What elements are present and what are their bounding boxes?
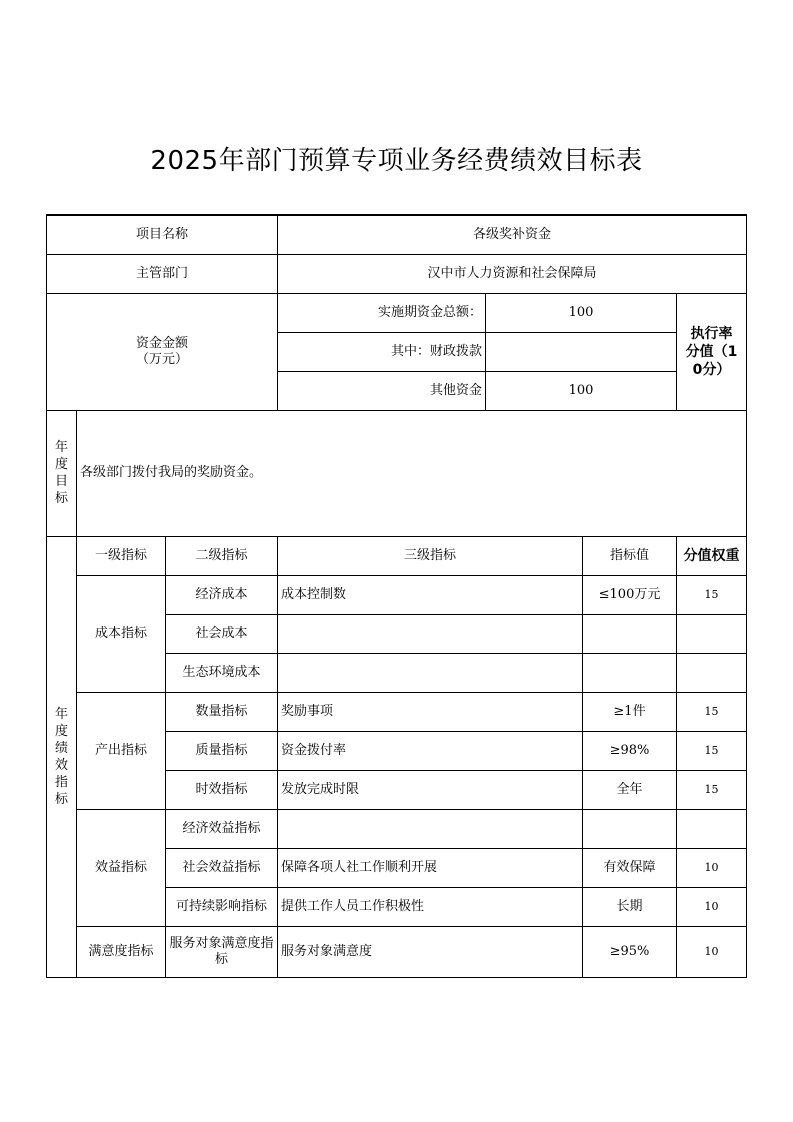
value-cell: ≥98% xyxy=(583,731,677,770)
value-cell xyxy=(583,614,677,653)
value-cell: 长期 xyxy=(583,887,677,926)
level1-benefit: 效益指标 xyxy=(77,809,166,926)
weight-cell: 15 xyxy=(677,575,747,614)
weight-cell: 10 xyxy=(677,887,747,926)
level3-cell xyxy=(278,653,583,692)
value-cell xyxy=(583,809,677,848)
weight-cell: 15 xyxy=(677,692,747,731)
funds-label xyxy=(47,293,278,410)
page-title: 2025年部门预算专项业务经费绩效目标表 xyxy=(150,146,643,176)
total-funds-value: 100 xyxy=(486,293,677,332)
col-header-weight: 分值权重 xyxy=(677,536,747,575)
level3-cell xyxy=(278,614,583,653)
weight-cell: 10 xyxy=(677,926,747,977)
col-header-level3: 三级指标 xyxy=(278,536,583,575)
indicators-side-label xyxy=(47,536,77,977)
value-cell: 全年 xyxy=(583,770,677,809)
level2-cell: 生态环境成本 xyxy=(166,653,278,692)
level3-cell: 资金拨付率 xyxy=(278,731,583,770)
department-label: 主管部门 xyxy=(47,254,278,293)
annual-goal-label xyxy=(47,410,77,536)
funds-label-line1: 资金金额 xyxy=(135,335,188,351)
annual-goal-text: 各级部门拨付我局的奖励资金。 xyxy=(77,410,747,536)
level2-cell: 可持续影响指标 xyxy=(166,887,278,926)
performance-table xyxy=(46,214,747,978)
table-row xyxy=(47,926,747,977)
exec-rate-label xyxy=(677,293,747,410)
fiscal-funds-label: 其中：财政拨款 xyxy=(278,332,486,371)
annual-goal-label-text: 年度目标 xyxy=(54,440,68,506)
weight-cell: 15 xyxy=(677,731,747,770)
weight-cell xyxy=(677,809,747,848)
level2-cell: 社会效益指标 xyxy=(166,848,278,887)
project-name-label: 项目名称 xyxy=(47,215,278,254)
department-value: 汉中市人力资源和社会保障局 xyxy=(278,254,747,293)
level3-cell: 发放完成时限 xyxy=(278,770,583,809)
weight-cell xyxy=(677,653,747,692)
level2-cell: 时效指标 xyxy=(166,770,278,809)
level2-cell: 服务对象满意度指标 xyxy=(166,926,278,977)
value-cell xyxy=(583,653,677,692)
weight-cell: 15 xyxy=(677,770,747,809)
table-row xyxy=(47,692,747,731)
level1-cost: 成本指标 xyxy=(77,575,166,692)
value-cell: ≤100万元 xyxy=(583,575,677,614)
level3-cell: 奖励事项 xyxy=(278,692,583,731)
col-header-level1: 一级指标 xyxy=(77,536,166,575)
level3-cell: 保障各项人社工作顺利开展 xyxy=(278,848,583,887)
table-row xyxy=(47,809,747,848)
table-row xyxy=(47,575,747,614)
col-header-level2: 二级指标 xyxy=(166,536,278,575)
other-funds-value: 100 xyxy=(486,371,677,410)
level2-cell: 经济效益指标 xyxy=(166,809,278,848)
funds-label-line2: （万元） xyxy=(135,351,188,367)
exec-rate-text: 执行率分值（10分） xyxy=(685,325,738,378)
project-name-value: 各级奖补资金 xyxy=(278,215,747,254)
value-cell: ≥1件 xyxy=(583,692,677,731)
other-funds-label: 其他资金 xyxy=(278,371,486,410)
level1-satisfaction: 满意度指标 xyxy=(77,926,166,977)
total-funds-label: 实施期资金总额： xyxy=(278,293,486,332)
value-cell: 有效保障 xyxy=(583,848,677,887)
level2-cell: 经济成本 xyxy=(166,575,278,614)
level3-cell xyxy=(278,809,583,848)
level3-cell: 成本控制数 xyxy=(278,575,583,614)
level3-cell: 提供工作人员工作积极性 xyxy=(278,887,583,926)
col-header-value: 指标值 xyxy=(583,536,677,575)
weight-cell: 10 xyxy=(677,848,747,887)
level2-cell: 数量指标 xyxy=(166,692,278,731)
fiscal-funds-value xyxy=(486,332,677,371)
level2-cell: 社会成本 xyxy=(166,614,278,653)
level2-cell: 质量指标 xyxy=(166,731,278,770)
level3-cell: 服务对象满意度 xyxy=(278,926,583,977)
indicators-side-label-text: 年度绩效指标 xyxy=(54,706,68,807)
weight-cell xyxy=(677,614,747,653)
value-cell: ≥95% xyxy=(583,926,677,977)
level1-output: 产出指标 xyxy=(77,692,166,809)
